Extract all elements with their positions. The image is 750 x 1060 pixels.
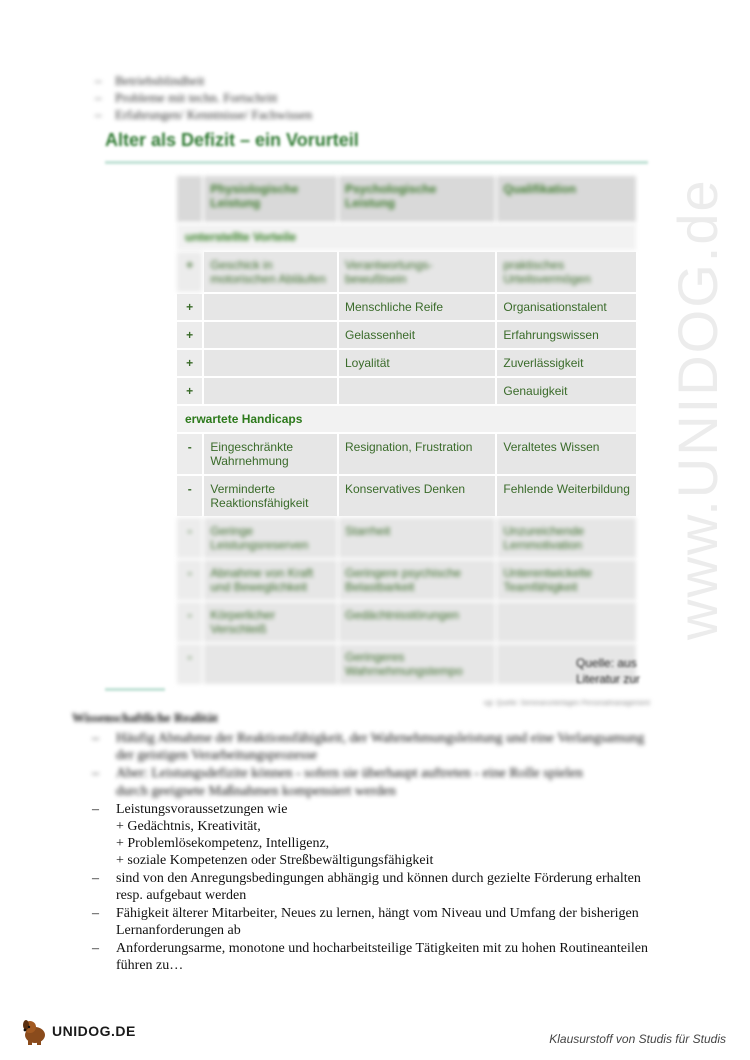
dog-logo-icon bbox=[20, 1016, 50, 1046]
table-cell: Konservatives Denken bbox=[338, 475, 496, 517]
list-item-text: Leistungsvoraussetzungen wie bbox=[116, 802, 288, 817]
group-advantages-label: unterstellte Vorteile bbox=[176, 223, 637, 251]
table-cell bbox=[496, 601, 637, 643]
table-cell: Erfahrungswissen bbox=[496, 321, 637, 349]
table-cell: Abnahme von Kraft und Beweglichkeit bbox=[203, 559, 338, 601]
table-cell bbox=[203, 321, 338, 349]
sign-cell: + bbox=[176, 293, 203, 321]
table-cell: Zuverlässigkeit bbox=[496, 349, 637, 377]
sign-cell: + bbox=[176, 377, 203, 405]
table-cell: Eingeschränkte Wahrnehmung bbox=[203, 433, 338, 475]
table-cell bbox=[203, 293, 338, 321]
table-cell: Starrheit bbox=[338, 517, 496, 559]
table-cell: Geschick in motorischen Abläufen bbox=[210, 258, 326, 286]
footer-logo-text: UNIDOG.DE bbox=[52, 1023, 136, 1039]
slide-title: Alter als Defizit – ein Vorurteil bbox=[105, 130, 359, 150]
sign-cell: - bbox=[176, 433, 203, 475]
footer-tagline: Klausurstoff von Studis für Studis bbox=[549, 1032, 726, 1046]
table-cell: Veraltetes Wissen bbox=[496, 433, 637, 475]
table-cell: Unzureichende Lernmotivation bbox=[496, 517, 637, 559]
list-item: durch geeignete Maßnahmen kompensiert werden bbox=[116, 784, 396, 799]
table-cell bbox=[338, 377, 496, 405]
sign-cell: - bbox=[176, 559, 203, 601]
table-cell: Verantwortungs-bewußtsein bbox=[345, 258, 433, 286]
table-cell bbox=[203, 377, 338, 405]
sign-cell: - bbox=[176, 517, 203, 559]
table-cell: Resignation, Frustration bbox=[338, 433, 496, 475]
table-cell: Genauigkeit bbox=[496, 377, 637, 405]
title-divider bbox=[105, 161, 648, 164]
header-psychological: Psychologische Leistung bbox=[338, 175, 496, 223]
table-cell: Menschliche Reife bbox=[338, 293, 496, 321]
list-item: – Aber: Leistungsdefizite können - sofern sie überhaupt auftreten - eine Rolle spielen bbox=[92, 766, 583, 781]
list-item: – Häufig Abnahme der Reaktionsfähigkeit, der Wahrnehmungsleistung und eine Verlangsamung der geistigen Verarbeitungsprozesse bbox=[92, 731, 645, 763]
top-bullet-item: – Betriebsblindheit bbox=[95, 73, 205, 88]
table-footnote: vgl. Quelle: Seminarunterlagen Personalmanagement bbox=[483, 700, 650, 707]
sign-cell: + bbox=[176, 251, 203, 293]
table-cell: Fehlende Weiterbildung bbox=[496, 475, 637, 517]
table-cell: praktisches Urteilsvermögen bbox=[503, 258, 591, 286]
sign-cell: - bbox=[176, 475, 203, 517]
header-physiological: Physiologische Leistung bbox=[203, 175, 338, 223]
table-cell: Geringe Leistungsreserven bbox=[203, 517, 338, 559]
list-item: – Leistungsvoraussetzungen wie + Gedächtnis, Kreativität, + Problemlösekompetenz, Intelligenz, + soziale Kompetenzen oder Streßbewältigungsfähigkeit bbox=[92, 802, 434, 868]
bottom-divider bbox=[105, 688, 165, 691]
table-cell: Organisationstalent bbox=[496, 293, 637, 321]
watermark-text: www.UNIDOG.de bbox=[666, 178, 729, 640]
list-item: – Fähigkeit älterer Mitarbeiter, Neues zu lernen, hängt vom Niveau und Umfang der bisherigen Lernanforderungen ab bbox=[92, 906, 639, 938]
sub-item: + Gedächtnis, Kreativität, bbox=[116, 819, 261, 834]
source-note: Quelle: aus Literatur zur bbox=[576, 656, 641, 686]
sign-cell: + bbox=[176, 349, 203, 377]
top-bullet-item: – Probleme mit techn. Fortschritt bbox=[95, 90, 278, 105]
table-cell: Körperlicher Verschleiß bbox=[203, 601, 338, 643]
sub-item: + Problemlösekompetenz, Intelligenz, bbox=[116, 836, 330, 851]
comparison-table bbox=[175, 174, 638, 686]
table-cell: Geringeres Wahrnehmungstempo bbox=[338, 643, 496, 685]
body-bullet-list bbox=[92, 730, 652, 975]
table-cell: Loyalität bbox=[338, 349, 496, 377]
sign-cell: + bbox=[176, 321, 203, 349]
table-cell: Unterentwickelte Teamfähigkeit bbox=[496, 559, 637, 601]
list-item: – Anforderungsarme, monotone und hocharbeitsteilige Tätigkeiten mit zu hohen Routineanteilen führen zu… bbox=[92, 941, 648, 973]
header-qualification: Qualifikation bbox=[496, 175, 637, 223]
top-bullet-list bbox=[95, 72, 495, 123]
sign-cell: - bbox=[176, 643, 203, 685]
table-cell: Gelassenheit bbox=[338, 321, 496, 349]
sub-item: + soziale Kompetenzen oder Streßbewältigungsfähigkeit bbox=[116, 853, 434, 868]
list-item: – sind von den Anregungsbedingungen abhängig und können durch gezielte Förderung erhalten resp. aufgebaut werden bbox=[92, 871, 641, 903]
table-cell: Geringere psychische Belastbarkeit bbox=[338, 559, 496, 601]
top-bullet-item: – Erfahrungen/ Kenntnisse/ Fachwissen bbox=[95, 107, 313, 122]
sign-cell: - bbox=[176, 601, 203, 643]
table-cell bbox=[203, 349, 338, 377]
table-cell: Gedächtnisstörungen bbox=[338, 601, 496, 643]
table-cell bbox=[203, 643, 338, 685]
footer-logo[interactable] bbox=[20, 1016, 136, 1046]
section-title: Wissenschaftliche Realität bbox=[72, 710, 218, 725]
group-handicaps-label: erwartete Handicaps bbox=[176, 405, 637, 433]
table-cell: Verminderte Reaktionsfähigkeit bbox=[203, 475, 338, 517]
